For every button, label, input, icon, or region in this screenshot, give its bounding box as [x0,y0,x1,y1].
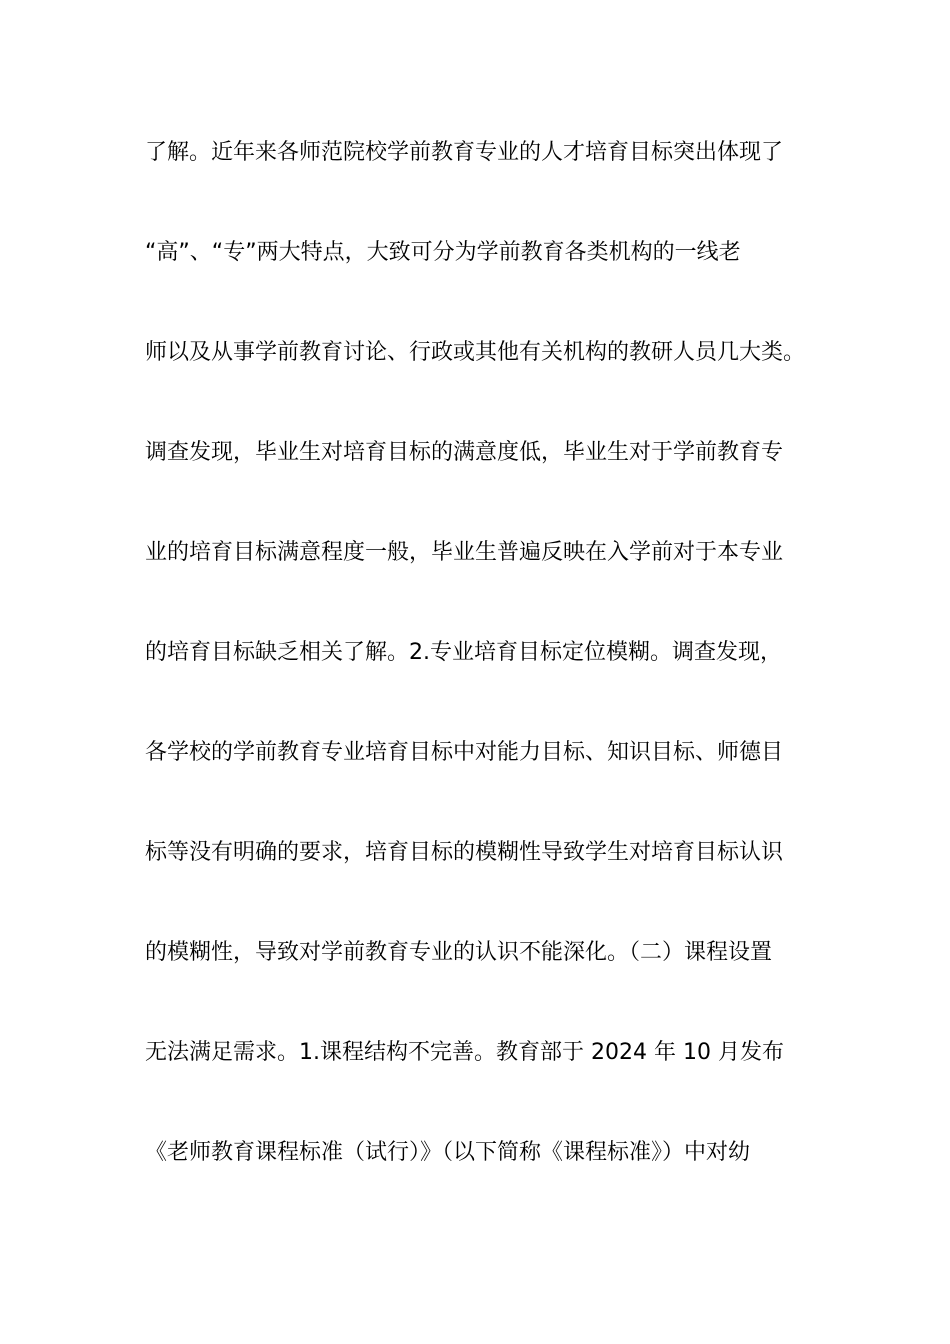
text-line: 调查发现，毕业生对培育目标的满意度低，毕业生对于学前教育专 [145,440,784,465]
text-line: 标等没有明确的要求，培育目标的模糊性导致学生对培育目标认识 [145,840,784,865]
text-line: 了解。近年来各师范院校学前教育专业的人才培育目标突出体现了 [145,140,784,165]
text-line: 的培育目标缺乏相关了解。2.专业培育目标定位模糊。调查发现， [145,640,782,665]
text-line: 无法满足需求。1.课程结构不完善。教育部于 2024 年 10 月发布 [145,1040,784,1065]
text-line: 师以及从事学前教育讨论、行政或其他有关机构的教研人员几大类。 [145,340,806,365]
text-line: 各学校的学前教育专业培育目标中对能力目标、知识目标、师德目 [145,740,784,765]
text-line: 的模糊性，导致对学前教育专业的认识不能深化。（二）课程设置 [145,940,773,965]
text-line: “高”、“专”两大特点，大致可分为学前教育各类机构的一线老 [145,240,741,265]
text-line: 《老师教育课程标准（试行）》（以下简称《课程标准》）中对幼 [145,1140,751,1165]
body-text [145,128,825,1228]
text-line: 业的培育目标满意程度一般，毕业生普遍反映在入学前对于本专业 [145,540,784,565]
